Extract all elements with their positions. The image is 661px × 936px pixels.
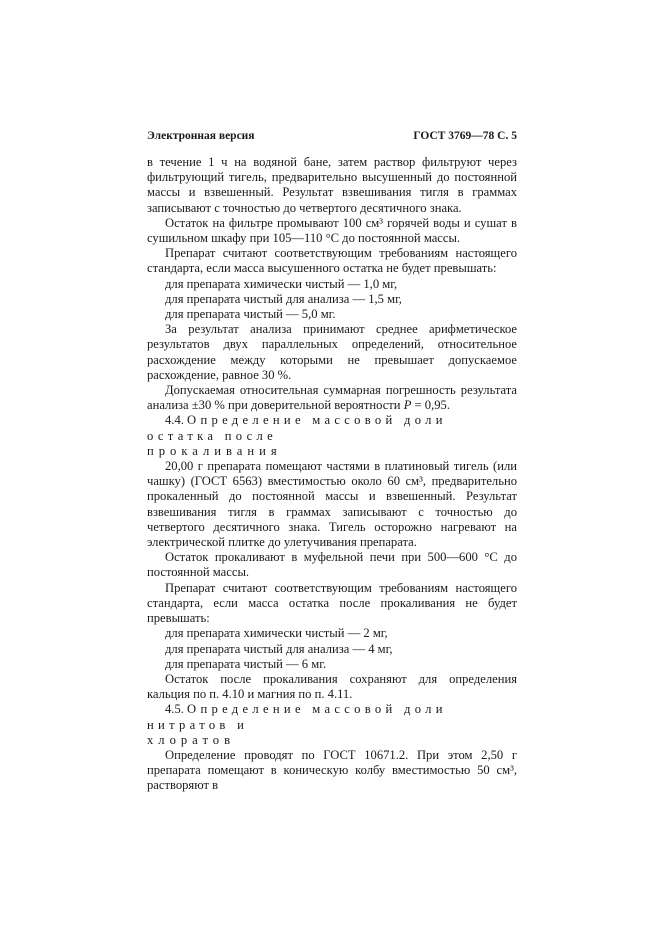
header-edition: Электронная версия — [147, 130, 255, 142]
paragraph: За результат анализа принимают среднее арифметическое результатов двух параллельных определений, относительное расхождение между которыми не превышает допускаемое расхождение, равное 30 %. — [147, 322, 517, 382]
list-item: для препарата чистый для анализа — 1,5 мг, — [165, 291, 402, 306]
paragraph — [147, 383, 517, 413]
section-heading — [147, 702, 517, 732]
header-standard-page: ГОСТ 3769—78 С. 5 — [413, 130, 517, 142]
paragraph: Определение проводят по ГОСТ 10671.2. При этом 2,50 г препарата помещают в коническую колбу вместимостью 50 см³, растворяют в — [147, 747, 517, 793]
paragraph: Препарат считают соответствующим требованиям настоящего стандарта, если масса высушенного остатка не будет превышать: — [147, 246, 517, 276]
list-item: для препарата чистый — 6 мг. — [165, 656, 327, 671]
paragraph: Остаток после прокаливания сохраняют для определения кальция по п. 4.10 и магния по п. 4.11. — [147, 671, 517, 702]
text-run: = 0,95. — [411, 398, 450, 413]
paragraph: Остаток прокаливают в муфельной печи при 500—600 °С до постоянной массы. — [147, 550, 517, 580]
paragraph: Препарат считают соответствующим требованиям настоящего стандарта, если масса остатка после прокаливания не будет превышать: — [147, 580, 517, 626]
list-item: для препарата чистый — 5,0 мг. — [165, 307, 336, 322]
section-heading — [147, 413, 517, 443]
paragraph: Остаток на фильтре промывают 100 см³ горячей воды и сушат в сушильном шкафу при 105—110 °С до постоянной массы. — [147, 215, 517, 246]
list-item: для препарата химически чистый — 1,0 мг, — [165, 276, 398, 291]
section-title: Определение массовой доли остатка после — [147, 413, 447, 443]
paragraph: 20,00 г препарата помещают частями в платиновый тигель (или чашку) (ГОСТ 6563) вместимостью около 60 см³, предварительно прокаленный до постоянной массы и взвешенный. Результат взвешивания тигля в граммах записывают с точностью до четвертого десятичного знака. Тигель осторожно нагревают на электрической плитке до улетучивания препарата. — [147, 459, 517, 550]
list-item: для препарата чистый для анализа — 4 мг, — [165, 641, 393, 656]
section-title-cont: хлоратов — [147, 732, 236, 747]
section-number: 4.5. — [165, 702, 188, 717]
list-item: для препарата химически чистый — 2 мг, — [165, 626, 388, 641]
probability-symbol: Р — [403, 398, 412, 413]
section-title: Определение массовой доли нитратов и — [147, 702, 447, 732]
section-title-cont: прокаливания — [147, 443, 282, 458]
section-number: 4.4. — [165, 413, 188, 428]
document-body — [147, 155, 517, 794]
paragraph: в течение 1 ч на водяной бане, затем раствор фильтруют через фильтрующий тигель, предварительно высушенный до постоянной массы и взвешенный. Результат взвешивания тигля в граммах записывают с точностью до четвертого десятичного знака. — [147, 155, 517, 215]
text-run: Допускаемая относительная суммарная погрешность результата анализа ±30 % при доверительной вероятности — [147, 383, 517, 413]
